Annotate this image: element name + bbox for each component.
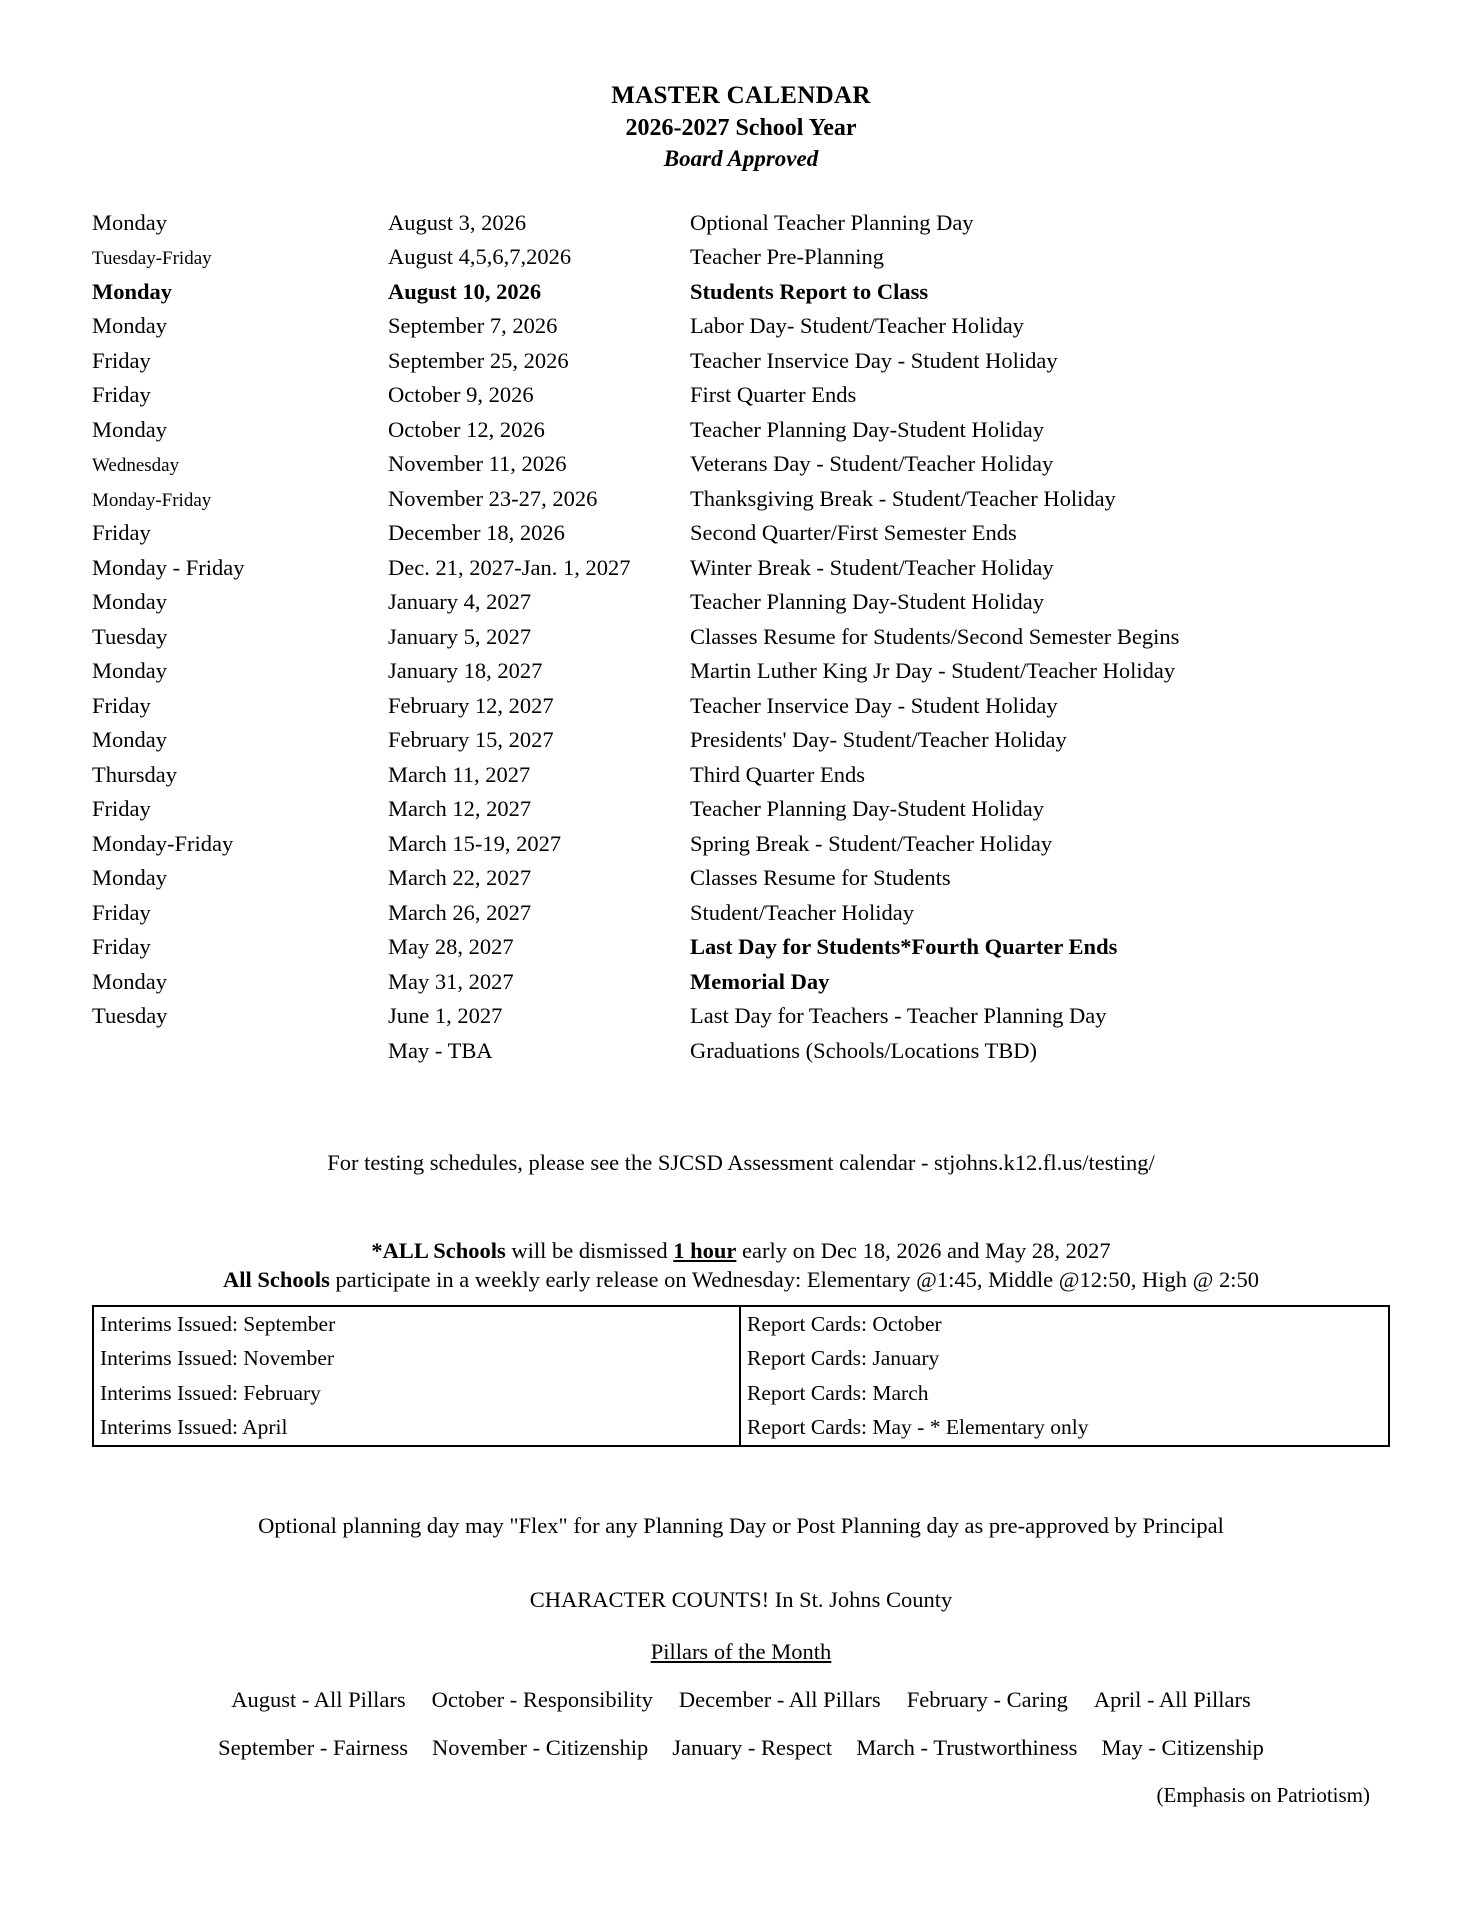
- pillar-entry: November - Citizenship: [432, 1734, 649, 1760]
- event-weekday: Tuesday: [92, 1003, 168, 1029]
- event-date: March 26, 2027: [388, 899, 532, 925]
- pillar-entry: May - Citizenship: [1101, 1734, 1264, 1760]
- calendar-row: [92, 451, 1422, 486]
- calendar-row: [92, 1003, 1422, 1038]
- event-date: November 11, 2026: [388, 451, 567, 477]
- calendar-row: [92, 486, 1422, 521]
- event-date: June 1, 2027: [388, 1003, 503, 1029]
- grading-periods-table: [92, 1305, 1390, 1447]
- event-weekday: Monday: [92, 278, 173, 304]
- event-description: Classes Resume for Students: [690, 865, 951, 891]
- event-weekday: Friday: [92, 934, 151, 960]
- event-date: May - TBA: [388, 1037, 493, 1063]
- interim-cell: Interims Issued: April: [100, 1415, 288, 1440]
- pillar-entry: August - All Pillars: [231, 1686, 406, 1712]
- calendar-row: [92, 727, 1422, 762]
- calendar-row: [92, 279, 1422, 314]
- patriotism-emphasis-note: (Emphasis on Patriotism): [1156, 1782, 1370, 1807]
- dismissal-notes: [0, 1236, 1482, 1295]
- event-weekday: Monday: [92, 865, 167, 891]
- event-weekday: Friday: [92, 692, 151, 718]
- event-weekday: Monday: [92, 313, 167, 339]
- pillar-entry: October - Responsibility: [431, 1686, 653, 1712]
- event-date: October 12, 2026: [388, 416, 545, 442]
- event-description: Thanksgiving Break - Student/Teacher Holiday: [690, 485, 1116, 511]
- pillar-entry: January - Respect: [672, 1734, 833, 1760]
- event-description: Teacher Inservice Day - Student Holiday: [690, 347, 1058, 373]
- board-approved-label: Board Approved: [663, 145, 819, 171]
- event-date: March 11, 2027: [388, 761, 531, 787]
- calendar-row: [92, 796, 1422, 831]
- event-description: Classes Resume for Students/Second Semester Begins: [690, 623, 1180, 649]
- event-description: Martin Luther King Jr Day - Student/Teacher Holiday: [690, 658, 1176, 684]
- event-weekday: Thursday: [92, 761, 177, 787]
- event-date: March 12, 2027: [388, 796, 532, 822]
- event-description: Teacher Planning Day-Student Holiday: [690, 796, 1044, 822]
- event-description: Second Quarter/First Semester Ends: [690, 520, 1017, 546]
- interim-cell: Interims Issued: November: [100, 1346, 335, 1371]
- event-description: Presidents' Day- Student/Teacher Holiday: [690, 727, 1067, 753]
- event-weekday: Friday: [92, 796, 151, 822]
- pillars-row-first: [0, 1687, 1482, 1713]
- event-date: August 10, 2026: [388, 278, 542, 304]
- calendar-row: [92, 382, 1422, 417]
- calendar-row: [92, 900, 1422, 935]
- event-date: November 23-27, 2026: [388, 485, 598, 511]
- calendar-row: [92, 693, 1422, 728]
- event-weekday: Monday: [92, 209, 167, 235]
- event-weekday: Monday: [92, 727, 167, 753]
- event-weekday: Friday: [92, 382, 151, 408]
- testing-schedule-note: For testing schedules, please see the SJCSD Assessment calendar - stjohns.k12.fl.us/testing/: [327, 1150, 1155, 1176]
- event-date: Dec. 21, 2027-Jan. 1, 2027: [388, 554, 631, 580]
- calendar-row: [92, 555, 1422, 590]
- event-date: February 15, 2027: [388, 727, 554, 753]
- calendar-row: [92, 969, 1422, 1004]
- event-weekday: Monday-Friday: [92, 489, 212, 511]
- event-date: January 18, 2027: [388, 658, 543, 684]
- report-card-cell: Report Cards: May - * Elementary only: [747, 1415, 1089, 1440]
- event-date: September 25, 2026: [388, 347, 569, 373]
- early-release-details: participate in a weekly early release on Wednesday: Elementary @1:45, Middle @12:50, High @ 2:50: [329, 1267, 1259, 1293]
- calendar-row: [92, 210, 1422, 245]
- event-description: Memorial Day: [690, 968, 830, 994]
- pillars-row-second: [0, 1735, 1482, 1761]
- event-description: Last Day for Students*Fourth Quarter Ends: [690, 934, 1118, 960]
- pillar-entry: March - Trustworthiness: [856, 1734, 1078, 1760]
- event-description: Veterans Day - Student/Teacher Holiday: [690, 451, 1054, 477]
- all-schools-label: All Schools: [223, 1267, 330, 1293]
- page-title: MASTER CALENDAR: [611, 82, 871, 109]
- calendar-row: [92, 624, 1422, 659]
- event-date: January 4, 2027: [388, 589, 532, 615]
- calendar-row: [92, 589, 1422, 624]
- event-weekday: Friday: [92, 899, 151, 925]
- calendar-row: [92, 934, 1422, 969]
- all-schools-emphasis: *ALL Schools: [371, 1238, 506, 1264]
- event-date: March 22, 2027: [388, 865, 532, 891]
- calendar-row: [92, 520, 1422, 555]
- interims-column: [94, 1307, 741, 1445]
- early-dismissal-line: [0, 1236, 1482, 1265]
- pillar-entry: February - Caring: [906, 1686, 1068, 1712]
- document-header: [0, 0, 1482, 174]
- event-weekday: Friday: [92, 520, 151, 546]
- event-date: September 7, 2026: [388, 313, 558, 339]
- event-weekday: Wednesday: [92, 455, 180, 477]
- weekly-early-release-line: [0, 1265, 1482, 1294]
- event-weekday: Monday: [92, 416, 167, 442]
- event-description: Graduations (Schools/Locations TBD): [690, 1037, 1038, 1063]
- one-hour-emphasis: 1 hour: [673, 1238, 737, 1264]
- calendar-row: [92, 348, 1422, 383]
- event-date: January 5, 2027: [388, 623, 532, 649]
- event-date: February 12, 2027: [388, 692, 554, 718]
- event-weekday: Monday: [92, 589, 167, 615]
- character-counts-heading: CHARACTER COUNTS! In St. Johns County: [529, 1586, 953, 1612]
- report-card-cell: Report Cards: March: [747, 1380, 929, 1405]
- event-description: Teacher Pre-Planning: [690, 244, 884, 270]
- report-cards-column: [741, 1307, 1388, 1445]
- event-description: Last Day for Teachers - Teacher Planning Day: [690, 1003, 1107, 1029]
- interim-cell: Interims Issued: February: [100, 1380, 321, 1405]
- event-date: August 4,5,6,7,2026: [388, 244, 572, 270]
- calendar-row: [92, 244, 1422, 279]
- event-description: Winter Break - Student/Teacher Holiday: [690, 554, 1054, 580]
- dismissal-mid-text-2: early on Dec 18, 2026 and May 28, 2027: [736, 1238, 1111, 1264]
- event-description: Third Quarter Ends: [690, 761, 865, 787]
- event-description: Teacher Planning Day-Student Holiday: [690, 416, 1044, 442]
- dismissal-mid-text-1: will be dismissed: [505, 1238, 674, 1264]
- report-card-cell: Report Cards: October: [747, 1311, 942, 1336]
- document-footer: [0, 1513, 1482, 1808]
- event-weekday: Monday: [92, 658, 167, 684]
- event-description: Labor Day- Student/Teacher Holiday: [690, 313, 1024, 339]
- event-description: Optional Teacher Planning Day: [690, 209, 974, 235]
- event-weekday: Monday-Friday: [92, 830, 234, 856]
- calendar-row: [92, 865, 1422, 900]
- event-description: Teacher Inservice Day - Student Holiday: [690, 692, 1058, 718]
- calendar-event-list: [0, 210, 1482, 1073]
- calendar-row: [92, 831, 1422, 866]
- event-weekday: Monday: [92, 968, 167, 994]
- event-date: August 3, 2026: [388, 209, 527, 235]
- flex-planning-note: Optional planning day may "Flex" for any Planning Day or Post Planning day as pre-approved by Principal: [258, 1512, 1224, 1538]
- event-description: First Quarter Ends: [690, 382, 857, 408]
- pillar-entry: September - Fairness: [218, 1734, 409, 1760]
- interim-cell: Interims Issued: September: [100, 1311, 336, 1336]
- event-weekday: Tuesday-Friday: [92, 248, 212, 270]
- event-date: March 15-19, 2027: [388, 830, 562, 856]
- pillar-entry: December - All Pillars: [678, 1686, 881, 1712]
- event-description: Student/Teacher Holiday: [690, 899, 914, 925]
- event-weekday: Friday: [92, 347, 151, 373]
- event-date: May 31, 2027: [388, 968, 514, 994]
- event-weekday: Tuesday: [92, 623, 168, 649]
- event-description: Students Report to Class: [690, 278, 929, 304]
- report-card-cell: Report Cards: January: [747, 1346, 940, 1371]
- school-year-subtitle: 2026-2027 School Year: [625, 114, 857, 141]
- pillar-entry: April - All Pillars: [1093, 1686, 1251, 1712]
- calendar-row: [92, 313, 1422, 348]
- calendar-row: [92, 658, 1422, 693]
- event-date: October 9, 2026: [388, 382, 534, 408]
- calendar-row: [92, 762, 1422, 797]
- event-weekday: Monday - Friday: [92, 554, 245, 580]
- event-date: December 18, 2026: [388, 520, 565, 546]
- calendar-row: [92, 417, 1422, 452]
- calendar-row: [92, 1038, 1422, 1073]
- pillars-of-the-month-title: Pillars of the Month: [650, 1638, 832, 1664]
- event-date: May 28, 2027: [388, 934, 514, 960]
- event-description: Spring Break - Student/Teacher Holiday: [690, 830, 1053, 856]
- event-description: Teacher Planning Day-Student Holiday: [690, 589, 1044, 615]
